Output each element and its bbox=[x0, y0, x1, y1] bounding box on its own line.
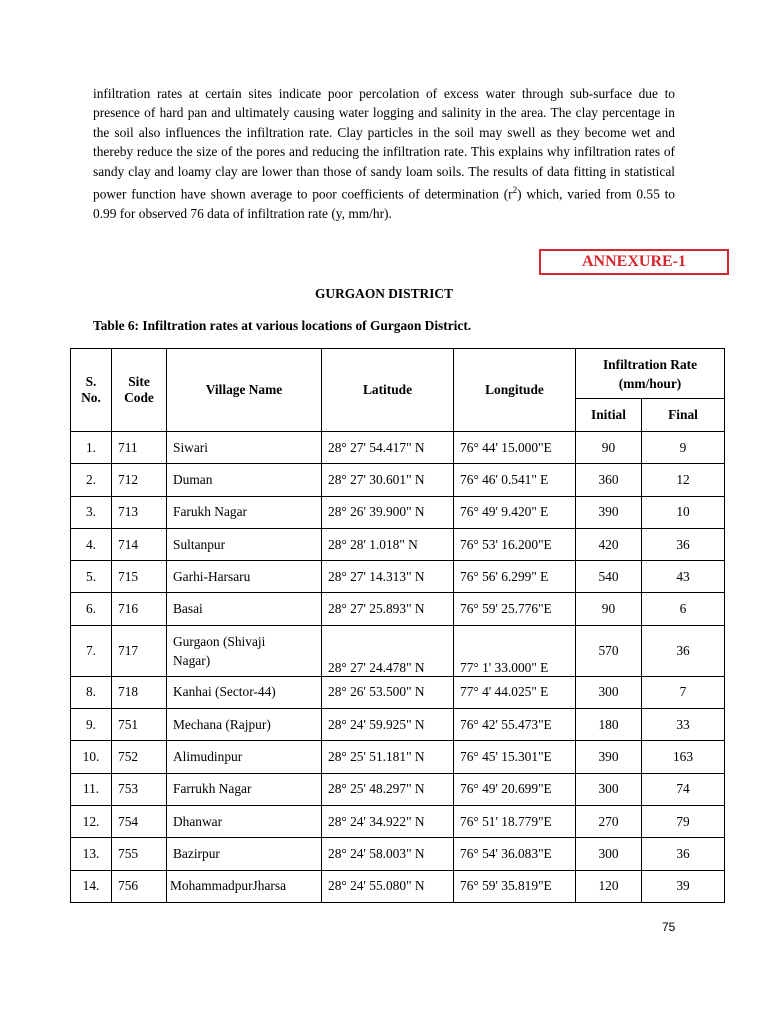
paragraph-text-after: ) which, varied from 0.55 to 0.99 for observed 76 data of infiltration rate (y, mm/hr). bbox=[93, 186, 675, 221]
paragraph-superscript: 2 bbox=[512, 185, 518, 196]
cell-longitude: 76° 45' 15.301"E bbox=[454, 741, 576, 773]
cell-village: Farrukh Nagar bbox=[167, 773, 322, 805]
cell-final: 74 bbox=[642, 773, 725, 805]
table-row bbox=[71, 838, 725, 870]
cell-site-code: 717 bbox=[112, 625, 167, 676]
cell-final: 7 bbox=[642, 676, 725, 708]
cell-final: 163 bbox=[642, 741, 725, 773]
table-row bbox=[71, 805, 725, 837]
cell-site-code: 711 bbox=[112, 432, 167, 464]
cell-final: 43 bbox=[642, 561, 725, 593]
cell-initial: 420 bbox=[576, 528, 642, 560]
cell-village-line1: Gurgaon (Shivaji bbox=[173, 633, 266, 649]
cell-longitude: 76° 42' 55.473"E bbox=[454, 709, 576, 741]
cell-latitude: 28° 24' 59.925" N bbox=[322, 709, 454, 741]
table-row bbox=[71, 773, 725, 805]
cell-longitude: 76° 53' 16.200"E bbox=[454, 528, 576, 560]
cell-site-code: 754 bbox=[112, 805, 167, 837]
cell-latitude: 28° 24' 58.003" N bbox=[322, 838, 454, 870]
table-row bbox=[71, 561, 725, 593]
cell-latitude: 28° 27' 14.313" N bbox=[322, 561, 454, 593]
cell-initial: 300 bbox=[576, 676, 642, 708]
cell-longitude: 77° 1' 33.000" E bbox=[454, 625, 576, 676]
cell-initial: 390 bbox=[576, 496, 642, 528]
cell-village: MohammadpurJharsa bbox=[167, 870, 322, 902]
cell-final: 9 bbox=[642, 432, 725, 464]
cell-site-code: 718 bbox=[112, 676, 167, 708]
cell-initial: 120 bbox=[576, 870, 642, 902]
cell-site-code: 716 bbox=[112, 593, 167, 625]
cell-site-code: 756 bbox=[112, 870, 167, 902]
cell-longitude: 76° 49' 20.699"E bbox=[454, 773, 576, 805]
cell-village: Garhi-Harsaru bbox=[167, 561, 322, 593]
header-infiltration-line2: (mm/hour) bbox=[618, 375, 682, 391]
cell-village: Siwari bbox=[167, 432, 322, 464]
table-row bbox=[71, 464, 725, 496]
cell-sno: 11. bbox=[71, 773, 112, 805]
cell-site-code: 714 bbox=[112, 528, 167, 560]
cell-village: Basai bbox=[167, 593, 322, 625]
cell-latitude: 28° 24' 55.080" N bbox=[322, 870, 454, 902]
cell-longitude: 77° 4' 44.025" E bbox=[454, 676, 576, 708]
paragraph-text-before: infiltration rates at certain sites indicate poor percolation of excess water through sub-surface due to presence of hard pan and ultimately causing water logging and salinity in the area. The clay percentage in the soil also influences the infiltration rate. Clay particles in the soil may swell as they become wet and thereby reduce the size of the pores and reducing the infiltration rate. This explains why infiltration rates of sandy clay and loamy clay are lower than those of sandy loam soils. The results of data fitting in statistical power function have shown average to poor coefficients of determination (r bbox=[93, 86, 675, 202]
header-latitude: Latitude bbox=[322, 349, 454, 432]
cell-latitude: 28° 27' 24.478" N bbox=[322, 625, 454, 676]
cell-longitude: 76° 49' 9.420" E bbox=[454, 496, 576, 528]
cell-village: Farukh Nagar bbox=[167, 496, 322, 528]
cell-site-code: 753 bbox=[112, 773, 167, 805]
cell-sno: 8. bbox=[71, 676, 112, 708]
cell-site-code: 755 bbox=[112, 838, 167, 870]
cell-initial: 300 bbox=[576, 838, 642, 870]
cell-final: 79 bbox=[642, 805, 725, 837]
cell-final: 33 bbox=[642, 709, 725, 741]
cell-sno: 10. bbox=[71, 741, 112, 773]
cell-village: Mechana (Rajpur) bbox=[167, 709, 322, 741]
cell-latitude: 28° 27' 54.417" N bbox=[322, 432, 454, 464]
cell-longitude: 76° 59' 35.819"E bbox=[454, 870, 576, 902]
cell-site-code: 752 bbox=[112, 741, 167, 773]
cell-sno: 6. bbox=[71, 593, 112, 625]
cell-final: 36 bbox=[642, 528, 725, 560]
cell-sno: 1. bbox=[71, 432, 112, 464]
cell-village: Alimudinpur bbox=[167, 741, 322, 773]
header-village-name: Village Name bbox=[167, 349, 322, 432]
cell-longitude: 76° 51' 18.779"E bbox=[454, 805, 576, 837]
header-site-code bbox=[112, 349, 167, 432]
cell-sno: 13. bbox=[71, 838, 112, 870]
cell-latitude: 28° 28' 1.018" N bbox=[322, 528, 454, 560]
table-caption: Table 6: Infiltration rates at various locations of Gurgaon District. bbox=[93, 318, 472, 333]
cell-final: 39 bbox=[642, 870, 725, 902]
cell-village-line2: Nagar) bbox=[173, 652, 211, 668]
header-sno-line1: S. bbox=[85, 374, 97, 389]
header-initial: Initial bbox=[576, 399, 642, 432]
table-row bbox=[71, 870, 725, 902]
cell-latitude: 28° 27' 30.601" N bbox=[322, 464, 454, 496]
body-paragraph bbox=[93, 84, 675, 223]
cell-sno: 3. bbox=[71, 496, 112, 528]
annexure-label: ANNEXURE-1 bbox=[539, 249, 729, 275]
cell-final: 36 bbox=[642, 838, 725, 870]
cell-sno: 7. bbox=[71, 625, 112, 676]
cell-latitude: 28° 26' 53.500" N bbox=[322, 676, 454, 708]
cell-village: Bazirpur bbox=[167, 838, 322, 870]
cell-longitude: 76° 44' 15.000"E bbox=[454, 432, 576, 464]
cell-initial: 570 bbox=[576, 625, 642, 676]
cell-latitude: 28° 25' 48.297" N bbox=[322, 773, 454, 805]
cell-latitude: 28° 26' 39.900" N bbox=[322, 496, 454, 528]
table-row bbox=[71, 709, 725, 741]
infiltration-table bbox=[70, 348, 725, 903]
header-sno bbox=[71, 349, 112, 432]
cell-village: Duman bbox=[167, 464, 322, 496]
table-row bbox=[71, 432, 725, 464]
cell-initial: 90 bbox=[576, 593, 642, 625]
cell-final: 36 bbox=[642, 625, 725, 676]
header-infiltration-rate bbox=[576, 349, 725, 399]
cell-longitude: 76° 46' 0.541" E bbox=[454, 464, 576, 496]
header-final: Final bbox=[642, 399, 725, 432]
cell-site-code: 713 bbox=[112, 496, 167, 528]
cell-site-code: 715 bbox=[112, 561, 167, 593]
cell-village bbox=[167, 625, 322, 676]
cell-site-code: 712 bbox=[112, 464, 167, 496]
header-infiltration-line1: Infiltration Rate bbox=[602, 356, 698, 372]
cell-village: Sultanpur bbox=[167, 528, 322, 560]
cell-final: 10 bbox=[642, 496, 725, 528]
cell-initial: 360 bbox=[576, 464, 642, 496]
cell-sno: 5. bbox=[71, 561, 112, 593]
table-row bbox=[71, 496, 725, 528]
table-row bbox=[71, 528, 725, 560]
cell-final: 12 bbox=[642, 464, 725, 496]
cell-latitude: 28° 25' 51.181" N bbox=[322, 741, 454, 773]
header-sno-line2: No. bbox=[81, 390, 101, 405]
header-site-line2: Code bbox=[124, 390, 154, 405]
cell-sno: 14. bbox=[71, 870, 112, 902]
cell-sno: 2. bbox=[71, 464, 112, 496]
page-number: 75 bbox=[662, 920, 676, 934]
cell-final: 6 bbox=[642, 593, 725, 625]
cell-initial: 270 bbox=[576, 805, 642, 837]
header-longitude: Longitude bbox=[454, 349, 576, 432]
cell-latitude: 28° 24' 34.922" N bbox=[322, 805, 454, 837]
table-row bbox=[71, 593, 725, 625]
cell-sno: 12. bbox=[71, 805, 112, 837]
table-row bbox=[71, 741, 725, 773]
cell-initial: 300 bbox=[576, 773, 642, 805]
cell-sno: 9. bbox=[71, 709, 112, 741]
cell-sno: 4. bbox=[71, 528, 112, 560]
table-row bbox=[71, 676, 725, 708]
header-site-line1: Site bbox=[128, 374, 150, 389]
cell-latitude: 28° 27' 25.893" N bbox=[322, 593, 454, 625]
cell-site-code: 751 bbox=[112, 709, 167, 741]
cell-longitude: 76° 54' 36.083"E bbox=[454, 838, 576, 870]
district-heading: GURGAON DISTRICT bbox=[314, 286, 454, 301]
table-row bbox=[71, 625, 725, 676]
cell-village: Dhanwar bbox=[167, 805, 322, 837]
cell-longitude: 76° 59' 25.776"E bbox=[454, 593, 576, 625]
cell-initial: 90 bbox=[576, 432, 642, 464]
cell-village: Kanhai (Sector-44) bbox=[167, 676, 322, 708]
cell-initial: 390 bbox=[576, 741, 642, 773]
cell-initial: 180 bbox=[576, 709, 642, 741]
cell-initial: 540 bbox=[576, 561, 642, 593]
cell-longitude: 76° 56' 6.299" E bbox=[454, 561, 576, 593]
